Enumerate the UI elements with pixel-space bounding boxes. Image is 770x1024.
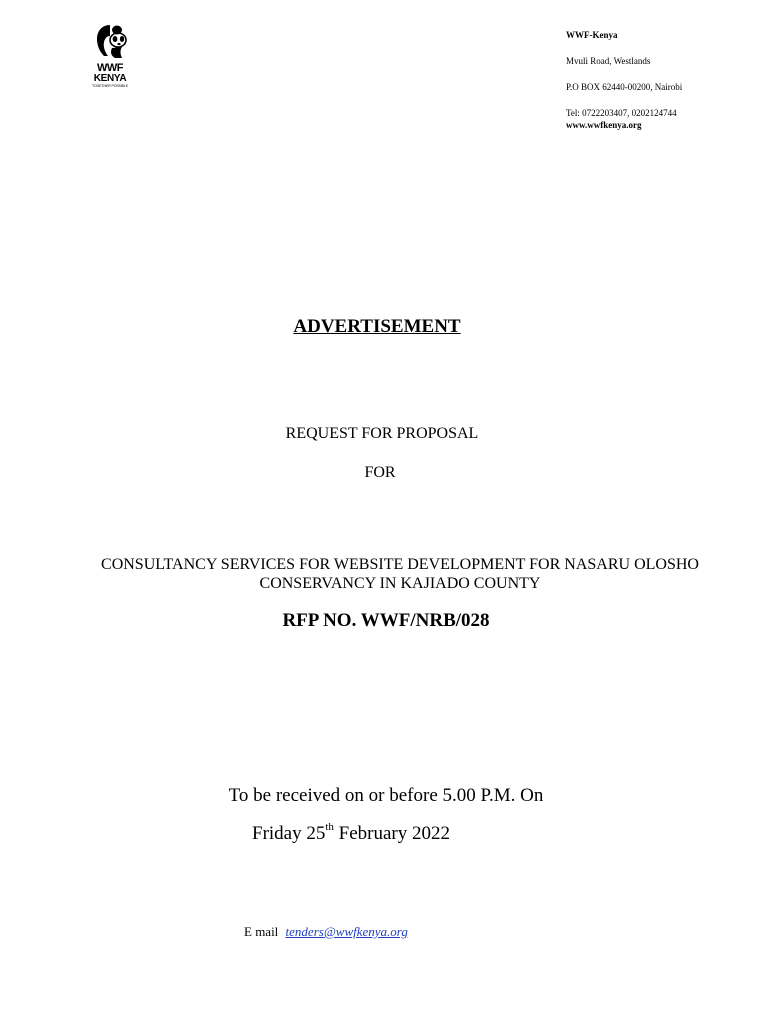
email-link[interactable]: tenders@wwfkenya.org xyxy=(285,924,408,939)
logo-tagline: TOGETHER POSSIBLE xyxy=(92,84,128,88)
telephone: Tel: 0722203407, 0202124744 xyxy=(566,108,677,118)
logo-country: KENYA xyxy=(93,73,127,84)
advertisement-heading: ADVERTISEMENT xyxy=(293,316,461,337)
received-line: To be received on or before 5.00 P.M. On xyxy=(228,785,544,806)
email-line xyxy=(244,924,412,940)
website: www.wwfkenya.org xyxy=(566,120,642,130)
panda-icon xyxy=(90,22,130,62)
consultancy-line-1: CONSULTANCY SERVICES FOR WEBSITE DEVELOPMENT FOR NASARU OLOSHO xyxy=(101,556,699,573)
street-address: Mvuli Road, Westlands xyxy=(566,56,651,66)
consultancy-line-2: CONSERVANCY IN KAJIADO COUNTY xyxy=(259,575,541,592)
po-box: P.O BOX 62440-00200, Nairobi xyxy=(566,82,683,92)
wwf-logo xyxy=(84,22,136,89)
request-line: REQUEST FOR PROPOSAL xyxy=(285,425,479,442)
org-name: WWF-Kenya xyxy=(566,30,618,40)
email-label: E mail xyxy=(244,924,279,939)
for-line: FOR xyxy=(364,464,396,481)
deadline-date xyxy=(252,823,450,845)
deadline-rest: February 2022 xyxy=(333,823,451,844)
rfp-number: RFP NO. WWF/NRB/028 xyxy=(282,610,490,631)
logo-wordmark: WWF xyxy=(97,62,123,74)
deadline-prefix: Friday 25 xyxy=(252,823,326,844)
deadline-ordinal: th xyxy=(325,821,334,833)
consultancy-title xyxy=(40,555,760,593)
